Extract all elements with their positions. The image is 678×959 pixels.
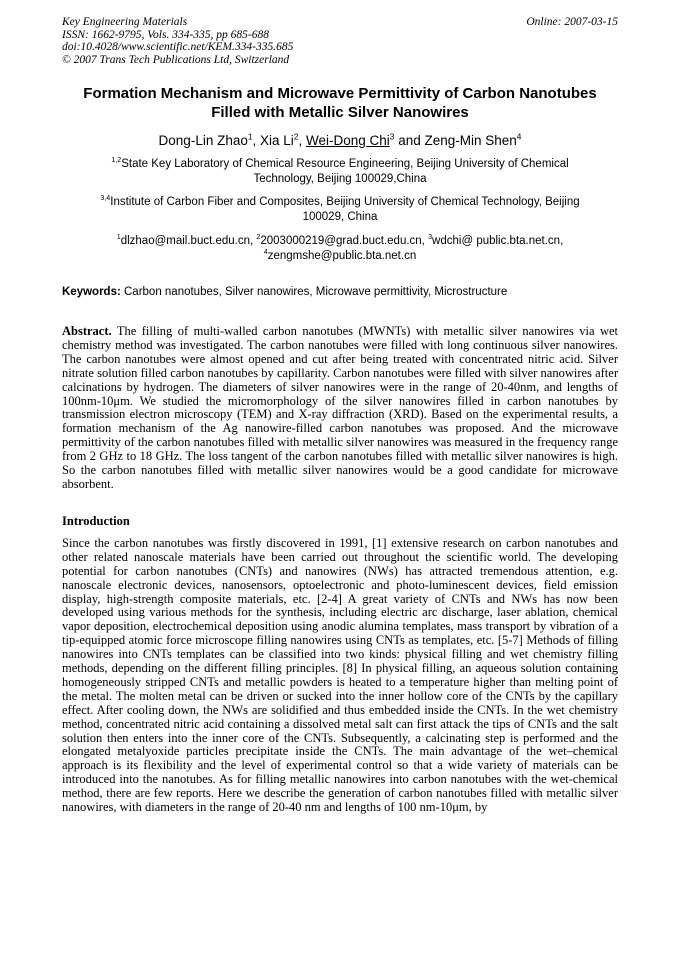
email-mark: 3 xyxy=(428,233,433,242)
journal-header xyxy=(62,16,618,66)
email-address: 2003000219@grad.buct.edu.cn, xyxy=(260,235,429,247)
authors-line xyxy=(62,133,618,148)
doi-line: doi:10.4028/www.scientific.net/KEM.334-335.685 xyxy=(62,41,294,53)
author-affil-mark: 3 xyxy=(389,131,395,142)
author-separator: , xyxy=(252,133,261,148)
author-2 xyxy=(253,133,299,148)
online-date: Online: 2007-03-15 xyxy=(526,16,618,28)
email-mark: 4 xyxy=(263,247,268,256)
email-mark: 2 xyxy=(256,233,261,242)
journal-header-left xyxy=(62,16,293,66)
email-mark: 1 xyxy=(116,233,121,242)
copyright-line: © 2007 Trans Tech Publications Ltd, Switzerland xyxy=(62,53,290,66)
affiliation-text: State Key Laboratory of Chemical Resource Engineering, Beijing University of Chemical Technology, Beijing 100029,China xyxy=(121,158,569,185)
affiliation-1 xyxy=(90,157,590,186)
author-name: Xia Li xyxy=(260,133,294,148)
affiliation-text: Institute of Carbon Fiber and Composites, Beijing University of Chemical Technology, Beijing 100029, China xyxy=(110,196,580,223)
author-4 xyxy=(394,133,521,148)
author-emails xyxy=(62,234,618,263)
paper-title: Formation Mechanism and Microwave Permittivity of Carbon Nanotubes Filled with Metallic Silver Nanowires xyxy=(83,85,597,121)
author-1 xyxy=(159,133,253,148)
email-address: dlzhao@mail.buct.edu.cn, xyxy=(120,235,257,247)
email-address: wdchi@ public.bta.net.cn, xyxy=(432,235,564,247)
introduction-heading: Introduction xyxy=(62,513,130,528)
author-separator: , xyxy=(298,133,306,148)
abstract-text: The filling of multi-walled carbon nanotubes (MWNTs) with metallic silver nanowires via wet chemistry method was investigated. The carbon nanotubes were filled with long continuous silver nanowires. The carbon nanotubes were almost opened and cut after being treated with concentrated nitric acid. Silver nitrate solution filled carbon nanotubes by capillarity. Carbon nanotubes were filled with silver nanowires after calcinations by hydrogen. The diameters of silver nanowires were in the range of 20-40nm, and lengths of 100nm-10μm. We studied the micromorphology of the silver nanowires filled in carbon nanotubes by transmission electron microscopy (TEM) and X-ray diffraction (XRD). Based on the experimental results, a formation mechanism of the Ag nanowire-filled carbon nanotubes was proposed. And the microwave permittivity of the carbon nanotubes filled with metallic silver nanowires was measured in the frequency range from 2 GHz to 18 GHz. The loss tangent of the carbon nanotubes filled with metallic silver nanowires is high. So the carbon nanotubes filled with metallic silver nanowires would be a good candidate for microwave absorbent. xyxy=(62,324,618,491)
journal-name: Key Engineering Materials xyxy=(62,16,188,28)
abstract-paragraph xyxy=(62,325,618,492)
author-separator: and xyxy=(394,133,425,148)
affiliation-2 xyxy=(90,195,590,224)
abstract-label: Abstract. xyxy=(62,324,112,338)
affiliation-mark: 3,4 xyxy=(100,194,111,203)
author-affil-mark: 4 xyxy=(516,131,522,142)
author-name: Zeng-Min Shen xyxy=(424,133,517,148)
author-3 xyxy=(298,133,394,148)
author-name: Dong-Lin Zhao xyxy=(158,133,248,148)
introduction-paragraph: Since the carbon nanotubes was firstly discovered in 1991, [1] extensive research on carbon nanotubes and other related nanoscale materials have been carried out throughout the scientific world. The developing potential for carbon nanotubes (CNTs) and nanowires (NWs) has attracted tremendous attention, e.g. nanoscale electronic devices, nanosensors, optoelectronic and photo-luminescent devices, field emission display, high-strength composite materials, etc. [2-4] A great variety of CNTs and NWs has now been developed using various methods for the synthesis, including electric arc discharge, laser ablation, chemical vapor deposition, electrochemical deposition using anodic alumina templates, mass transport by vibration of a tip-equipped atomic force microscope filling nanowires using CNTs as templates, etc. [5-7] Methods of filling nanowires into CNTs templates can be classified into two kinds: physical filling and wet chemistry filling methods, depending on the different filling principles. [8] In physical filling, an aqueous solution containing homogeneously stripped CNTs and metallic powders is heated to a temperature higher than melting point of the metal. The molten metal can be driven or sucked into the inner hollow core of the CNTs by the capillary effect. After cooling down, the NWs are solidified and thus embedded inside the CNTs. In the wet chemistry method, concentrated nitric acid containing a dissolved metal salt can first attack the tips of CNTs and the salt solution then enters into the inner core of the CNTs. Subsequently, a calcinating step is performed and the elongated metalyoxide particles precipitate inside the CNTs. The main advantage of the wet–chemical approach is its flexibility and the level of experimental control so that a wide variety of materials can be introduced into the nanotubes. As for filling metallic nanowires into carbon nanotubes with the wet-chemical method, there are few reports. Here we describe the generation of carbon nanotubes filled with metallic silver nanowires, with diameters in the range of 20-40 nm and lengths of 100 nm-10μm, by xyxy=(62,535,618,815)
keywords-line xyxy=(62,285,618,299)
author-affil-mark: 1 xyxy=(247,131,253,142)
keywords-label: Keywords: xyxy=(62,286,121,298)
keywords-text: Carbon nanotubes, Silver nanowires, Microwave permittivity, Microstructure xyxy=(120,286,508,298)
email-address: zengmshe@public.bta.net.cn xyxy=(267,249,417,262)
author-affil-mark: 2 xyxy=(293,131,299,142)
issn-line: ISSN: 1662-9795, Vols. 334-335, pp 685-688 xyxy=(62,28,269,41)
affiliation-mark: 1,2 xyxy=(111,156,122,165)
author-name: Wei-Dong Chi xyxy=(305,133,390,148)
